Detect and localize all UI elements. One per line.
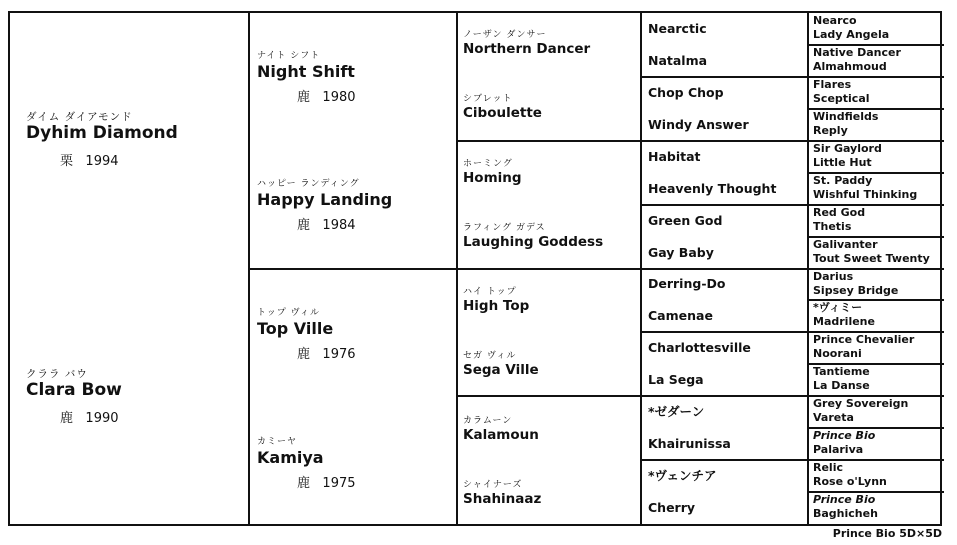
gen2-entry — [257, 437, 356, 491]
gen3-name: Homing — [463, 170, 522, 186]
gen3-kana: シャイナーズ — [463, 480, 523, 490]
gen4-name: Windy Answer — [648, 117, 749, 132]
gen4-entry — [648, 149, 701, 165]
gen5-dam-name: Madrilene — [813, 315, 875, 328]
gen5-dam-name: Thetis — [813, 220, 852, 233]
gen4-entry — [648, 468, 717, 484]
gen5-pair — [813, 46, 901, 74]
gen4-name: Cherry — [648, 500, 696, 515]
gen5-dam-name: Palariva — [813, 443, 864, 456]
gen3-name: Shahinaaz — [463, 491, 542, 507]
gen4-entry — [648, 436, 731, 452]
row-divider — [640, 459, 944, 461]
gen5-dam-name: Wishful Thinking — [813, 188, 918, 201]
gen3-kana: ホーミング — [463, 159, 513, 169]
gen3-name: Laughing Goddess — [463, 234, 604, 250]
gen5-sire-name: Red God — [813, 206, 866, 219]
gen5-dam-name: Lady Angela — [813, 28, 890, 41]
gen2-color: 鹿 — [297, 347, 311, 362]
gen5-sire-name: Galivanter — [813, 238, 878, 251]
sire-kana: ダイム ダイアモンド — [26, 111, 133, 123]
gen3-kana: カラムーン — [463, 416, 513, 426]
gen5-dam-name: Sceptical — [813, 92, 870, 105]
gen3-kana: セガ ヴィル — [463, 351, 517, 361]
gen4-name: Nearctic — [648, 21, 707, 36]
gen2-entry — [257, 308, 356, 362]
gen5-dam-name: Sipsey Bridge — [813, 284, 899, 297]
gen5-pair — [813, 301, 875, 329]
chart-caption: Prince Bio 5D×5D — [832, 527, 942, 540]
gen2-kana: カミーヤ — [257, 437, 298, 447]
gen4-name: Camenae — [648, 308, 713, 323]
gen3-kana: ノーザン ダンサー — [463, 30, 547, 40]
gen4-name: Natalma — [648, 53, 708, 68]
gen4-entry — [648, 372, 704, 388]
gen4-name: Khairunissa — [648, 436, 731, 451]
gen4-entry — [648, 245, 714, 261]
gen5-pair — [813, 206, 865, 234]
gen5-sire-name: Windfields — [813, 110, 879, 123]
gen5-sire-name: Darius — [813, 270, 854, 283]
gen3-entry — [463, 30, 590, 58]
gen5-sire-name: Prince Chevalier — [813, 333, 915, 346]
gen5-pair — [813, 333, 914, 361]
gen3-name: High Top — [463, 298, 530, 314]
gen2-color-year — [297, 86, 356, 105]
gen5-sire-name: Prince Bio — [813, 429, 876, 442]
gen3-entry — [463, 416, 539, 444]
gen2-name: Night Shift — [257, 62, 355, 81]
gen3-entry — [463, 351, 539, 379]
gen2-entry — [257, 179, 392, 233]
gen4-entry — [648, 308, 713, 324]
gen5-sire-name: Relic — [813, 461, 843, 474]
gen2-year: 1975 — [322, 476, 356, 491]
sire-color-year — [60, 150, 178, 169]
gen5-pair — [813, 397, 908, 425]
gen5-pair — [813, 270, 898, 298]
gen5-dam-name: Tout Sweet Twenty — [813, 252, 930, 265]
gen2-name: Top Ville — [257, 319, 334, 338]
gen5-dam-name: Vareta — [813, 411, 854, 424]
gen3-kana: シブレット — [463, 94, 513, 104]
gen5-dam-name: La Danse — [813, 379, 870, 392]
gen5-dam-name: Baghicheh — [813, 507, 878, 520]
gen5-sire-name: Native Dancer — [813, 46, 901, 59]
gen5-sire-name: Flares — [813, 78, 852, 91]
gen4-entry — [648, 500, 695, 516]
gen3-name: Northern Dancer — [463, 41, 591, 57]
dam-name: Clara Bow — [26, 380, 122, 400]
gen4-name: Green God — [648, 213, 723, 228]
gen4-entry — [648, 213, 722, 229]
gen4-name: *ゼダーン — [648, 404, 705, 419]
gen4-entry — [648, 181, 776, 197]
gen3-entry — [463, 223, 603, 251]
pedigree-chart — [8, 11, 942, 526]
gen3-entry — [463, 287, 529, 315]
gen2-color: 鹿 — [297, 476, 311, 491]
dam-year: 1990 — [85, 411, 119, 426]
gen4-name: Habitat — [648, 149, 701, 164]
gen2-name: Happy Landing — [257, 190, 393, 209]
gen3-entry — [463, 159, 522, 187]
gen2-color-year — [297, 343, 356, 362]
sire-entry — [26, 112, 178, 169]
gen2-year: 1980 — [322, 90, 356, 105]
gen5-pair — [813, 365, 870, 393]
gen2-name: Kamiya — [257, 448, 324, 467]
gen3-name: Kalamoun — [463, 427, 539, 443]
gen5-pair — [813, 78, 870, 106]
gen5-pair — [813, 461, 887, 489]
gen4-name: La Sega — [648, 372, 704, 387]
gen4-entry — [648, 117, 749, 133]
dam-kana: クララ バウ — [26, 368, 88, 380]
gen5-dam-name: Almahmoud — [813, 60, 887, 73]
gen4-entry — [648, 21, 707, 37]
sire-name: Dyhim Diamond — [26, 123, 178, 143]
gen3-entry — [463, 480, 541, 508]
gen2-kana: トップ ヴィル — [257, 308, 321, 318]
gen5-dam-name: Little Hut — [813, 156, 872, 169]
gen4-name: Derring-Do — [648, 276, 726, 291]
gen3-name: Ciboulette — [463, 105, 542, 121]
gen3-kana: ハイ トップ — [463, 287, 517, 297]
sire-color: 栗 — [60, 154, 74, 169]
gen5-sire-name: Sir Gaylord — [813, 142, 882, 155]
gen4-entry — [648, 53, 707, 69]
gen4-name: Chop Chop — [648, 85, 724, 100]
dam-color: 鹿 — [60, 411, 74, 426]
gen2-color-year — [297, 472, 356, 491]
gen3-entry — [463, 94, 542, 122]
gen5-pair — [813, 110, 878, 138]
gen4-entry — [648, 276, 725, 292]
gen2-entry — [257, 51, 356, 105]
dam-color-year — [60, 407, 122, 426]
gen5-sire-name: Grey Sovereign — [813, 397, 909, 410]
gen2-kana: ハッピー ランディング — [257, 179, 360, 189]
gen5-pair — [813, 493, 878, 521]
gen5-pair — [813, 429, 875, 457]
gen4-entry — [648, 85, 724, 101]
gen5-sire-name: Prince Bio — [813, 493, 876, 506]
gen2-year: 1976 — [322, 347, 356, 362]
gen5-pair — [813, 174, 917, 202]
gen5-sire-name: Tantieme — [813, 365, 870, 378]
gen2-kana: ナイト シフト — [257, 51, 321, 61]
gen5-sire-name: *ヴィミー — [813, 301, 863, 314]
gen4-name: Charlottesville — [648, 340, 751, 355]
gen2-color-year — [297, 214, 392, 233]
gen5-sire-name: St. Paddy — [813, 174, 873, 187]
gen5-pair — [813, 142, 882, 170]
gen2-color: 鹿 — [297, 218, 311, 233]
gen4-entry — [648, 340, 751, 356]
gen2-year: 1984 — [322, 218, 356, 233]
gen4-name: Gay Baby — [648, 245, 714, 260]
gen5-dam-name: Noorani — [813, 347, 862, 360]
gen5-dam-name: Rose o'Lynn — [813, 475, 887, 488]
gen4-entry — [648, 404, 704, 420]
gen3-name: Sega Ville — [463, 362, 539, 378]
gen5-dam-name: Reply — [813, 124, 848, 137]
gen4-name: *ヴェンチア — [648, 468, 717, 483]
dam-entry — [26, 369, 122, 426]
row-divider — [640, 204, 944, 206]
row-divider — [640, 76, 944, 78]
gen5-pair — [813, 238, 930, 266]
gen5-pair — [813, 14, 889, 42]
gen5-sire-name: Nearco — [813, 14, 857, 27]
sire-year: 1994 — [85, 154, 119, 169]
gen3-kana: ラフィング ガデス — [463, 223, 546, 233]
gen2-color: 鹿 — [297, 90, 311, 105]
gen4-name: Heavenly Thought — [648, 181, 777, 196]
